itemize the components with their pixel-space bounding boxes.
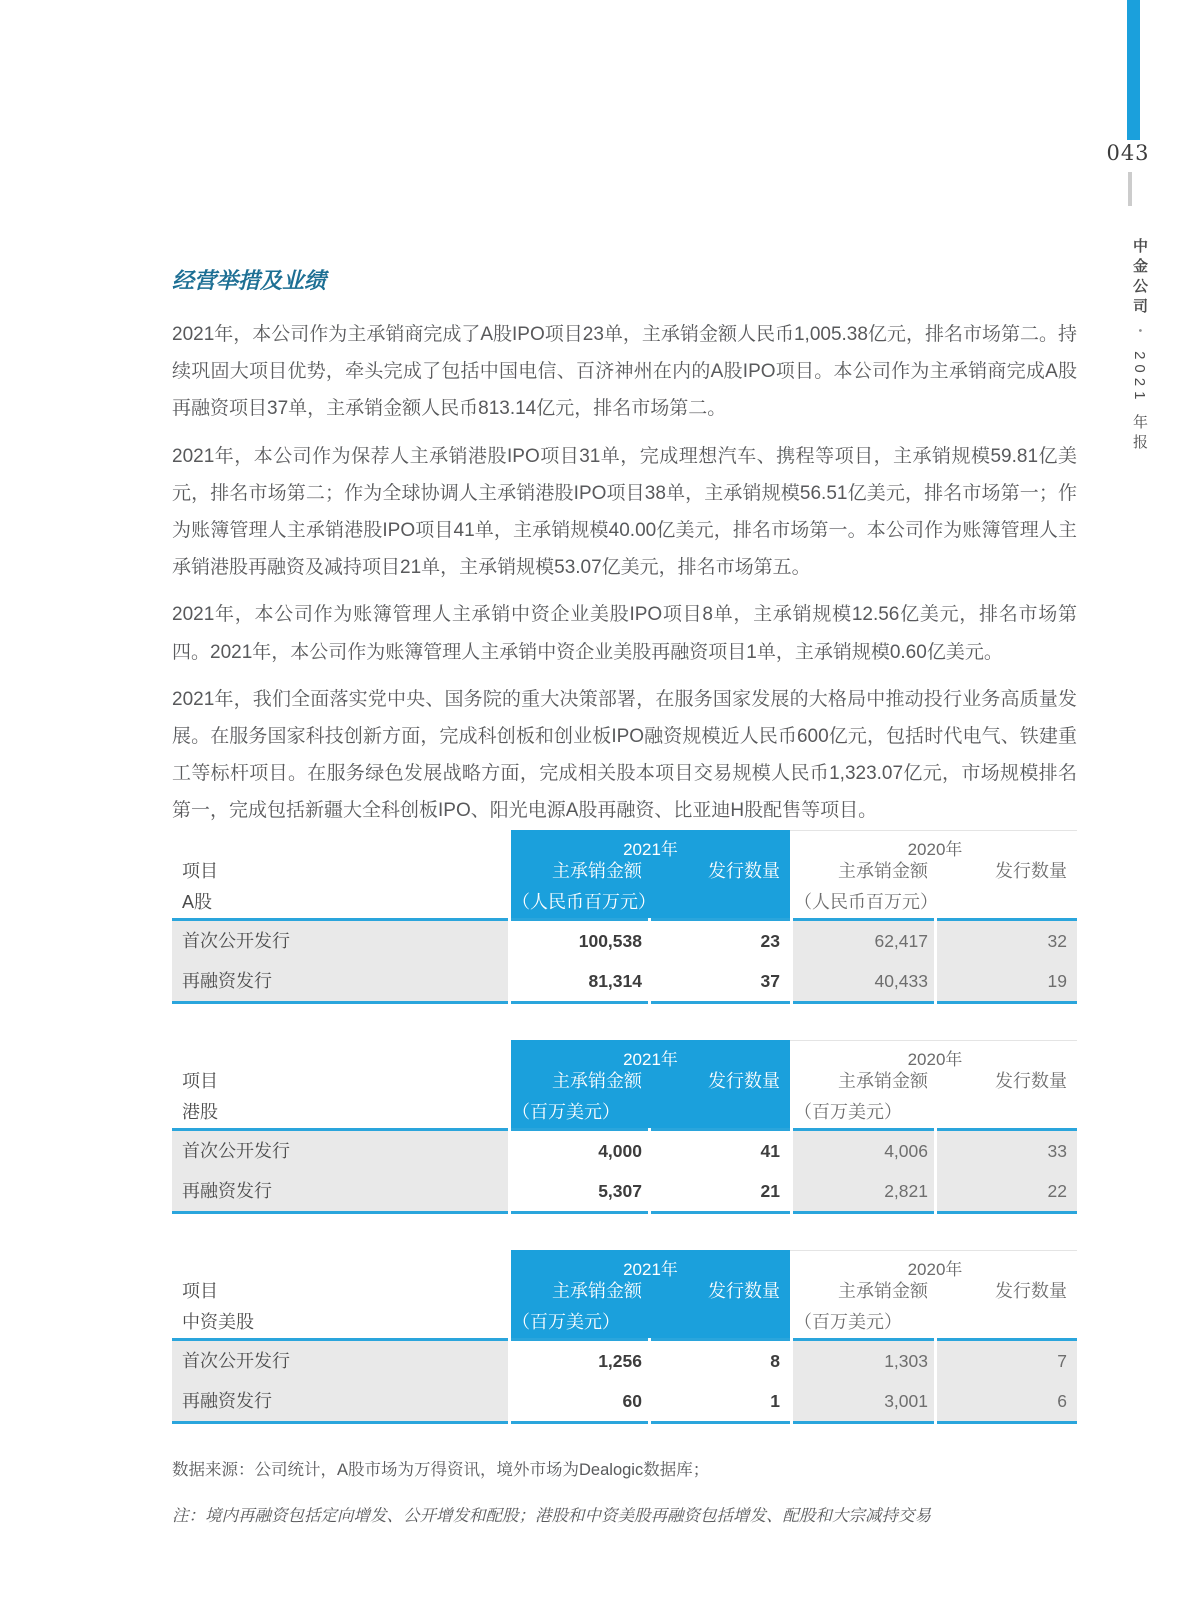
- amount-2021: 81,314: [511, 961, 648, 1001]
- table-row: [172, 1131, 1077, 1171]
- side-caption-company: 中金公司: [1131, 238, 1148, 318]
- count-2020: 19: [937, 961, 1077, 1001]
- market-label: A股: [182, 891, 213, 912]
- count-header-2021: 发行数量: [708, 1281, 780, 1302]
- unit-2021: （百万美元）: [512, 1311, 620, 1332]
- count-header-2020: 发行数量: [995, 861, 1067, 882]
- col-year-2021: 2021年: [623, 1049, 678, 1069]
- unit-2020: （百万美元）: [794, 1101, 902, 1122]
- amount-2020: 4,006: [793, 1131, 934, 1171]
- main-content: [172, 266, 1077, 1526]
- count-2020: 6: [937, 1381, 1077, 1421]
- item-label: 项目: [182, 1071, 218, 1092]
- row-label: 首次公开发行: [172, 1341, 508, 1381]
- count-2020: 33: [937, 1131, 1077, 1171]
- side-caption: [1130, 238, 1148, 454]
- amount-2021: 100,538: [511, 921, 648, 961]
- footer-separator: [172, 1001, 1077, 1004]
- row-label: 首次公开发行: [172, 921, 508, 961]
- unit-2021: （人民币百万元）: [512, 891, 656, 912]
- table-row: [172, 1381, 1077, 1421]
- paragraph-a-share: 2021年，本公司作为主承销商完成了A股IPO项目23单，主承销金额人民币1,005.38亿元，排名市场第二。持续巩固大项目优势，牵头完成了包括中国电信、百济神州在内的A股IPO项目。本公司作为主承销商完成A股再融资项目37单，主承销金额人民币813.14亿元，排名市场第二。: [172, 324, 1077, 420]
- amount-2020: 2,821: [793, 1171, 934, 1211]
- count-2021: 1: [651, 1381, 790, 1421]
- row-label: 再融资发行: [172, 1171, 508, 1211]
- amount-header-2021: 主承销金额: [552, 861, 642, 882]
- hk-share-table: [172, 1040, 1077, 1214]
- count-2020: 7: [937, 1341, 1077, 1381]
- amount-header-2020: 主承销金额: [838, 861, 928, 882]
- count-2021: 41: [651, 1131, 790, 1171]
- amount-header-2021: 主承销金额: [552, 1281, 642, 1302]
- paragraph-us-share: 2021年，本公司作为账簿管理人主承销中资企业美股IPO项目8单，主承销规模12.56亿美元，排名市场第四。2021年，本公司作为账簿管理人主承销中资企业美股再融资项目1单，主承销规模0.60亿美元。: [172, 604, 1077, 663]
- col-year-2021: 2021年: [623, 1259, 678, 1279]
- count-2021: 8: [651, 1341, 790, 1381]
- count-header-2020: 发行数量: [995, 1071, 1067, 1092]
- col-year-2020: 2020年: [907, 1049, 963, 1069]
- count-2021: 23: [651, 921, 790, 961]
- table-row: [172, 1341, 1077, 1381]
- data-source-note: 数据来源：公司统计，A股市场为万得资讯，境外市场为Dealogic数据库；: [172, 1460, 710, 1479]
- unit-2021: （百万美元）: [512, 1101, 620, 1122]
- top-accent-bar: [1127, 0, 1140, 140]
- item-label: 项目: [182, 1281, 218, 1302]
- table-row: [172, 1171, 1077, 1211]
- table-row: [172, 961, 1077, 1001]
- count-header-2020: 发行数量: [995, 1281, 1067, 1302]
- row-label: 再融资发行: [172, 961, 508, 1001]
- unit-2020: （人民币百万元）: [794, 891, 938, 912]
- footer-separator: [172, 1421, 1077, 1424]
- amount-2020: 3,001: [793, 1381, 934, 1421]
- item-label: 项目: [182, 861, 218, 882]
- section-title: 经营举措及业绩: [172, 268, 327, 293]
- side-caption-edition: 2021 年报: [1131, 351, 1148, 454]
- row-label: 首次公开发行: [172, 1131, 508, 1171]
- amount-2021: 5,307: [511, 1171, 648, 1211]
- count-header-2021: 发行数量: [708, 861, 780, 882]
- amount-header-2021: 主承销金额: [552, 1071, 642, 1092]
- us-share-table: [172, 1250, 1077, 1424]
- hk-share-table-header: [172, 1040, 1077, 1128]
- count-2021: 21: [651, 1171, 790, 1211]
- col-year-2020: 2020年: [907, 1259, 963, 1279]
- amount-header-2020: 主承销金额: [838, 1071, 928, 1092]
- paragraph-hk-share: 2021年，本公司作为保荐人主承销港股IPO项目31单，完成理想汽车、携程等项目，主承销规模59.81亿美元，排名市场第二；作为全球协调人主承销港股IPO项目38单，主承销规模56.51亿美元，排名市场第一；作为账簿管理人主承销港股IPO项目41单，主承销规模40.00亿美元，排名市场第一。本公司作为账簿管理人主承销港股再融资及减持项目21单，主承销规模53.07亿美元，排名市场第五。: [172, 445, 1077, 579]
- unit-2020: （百万美元）: [794, 1311, 902, 1332]
- side-caption-bullet-icon: •: [1134, 318, 1145, 352]
- amount-2021: 60: [511, 1381, 648, 1421]
- market-label: 中资美股: [182, 1311, 254, 1332]
- amount-header-2020: 主承销金额: [838, 1281, 928, 1302]
- page-number-divider: [1128, 172, 1132, 206]
- amount-2020: 1,303: [793, 1341, 934, 1381]
- footer-separator: [172, 1211, 1077, 1214]
- a-share-table: [172, 830, 1077, 1004]
- market-label: 港股: [182, 1101, 218, 1122]
- count-2021: 37: [651, 961, 790, 1001]
- table-row: [172, 921, 1077, 961]
- amount-2020: 40,433: [793, 961, 934, 1001]
- a-share-table-header: [172, 830, 1077, 918]
- col-year-2020: 2020年: [907, 839, 963, 859]
- count-2020: 22: [937, 1171, 1077, 1211]
- amount-2020: 62,417: [793, 921, 934, 961]
- row-label: 再融资发行: [172, 1381, 508, 1421]
- amount-2021: 1,256: [511, 1341, 648, 1381]
- count-header-2021: 发行数量: [708, 1071, 780, 1092]
- us-share-table-header: [172, 1250, 1077, 1338]
- count-2020: 32: [937, 921, 1077, 961]
- paragraph-strategy: 2021年，我们全面落实党中央、国务院的重大决策部署，在服务国家发展的大格局中推动投行业务高质量发展。在服务国家科技创新方面，完成科创板和创业板IPO融资规模近人民币600亿元，包括时代电气、铁建重工等标杆项目。在服务绿色发展战略方面，完成相关股本项目交易规模人民币1,323.07亿元，市场规模排名第一，完成包括新疆大全科创板IPO、阳光电源A股再融资、比亚迪H股配售等项目。: [172, 688, 1077, 822]
- page-number: 043: [1106, 141, 1150, 165]
- amount-2021: 4,000: [511, 1131, 648, 1171]
- footnote: 注：境内再融资包括定向增发、公开增发和配股；港股和中资美股再融资包括增发、配股和大宗减持交易: [172, 1506, 931, 1525]
- col-year-2021: 2021年: [623, 839, 678, 859]
